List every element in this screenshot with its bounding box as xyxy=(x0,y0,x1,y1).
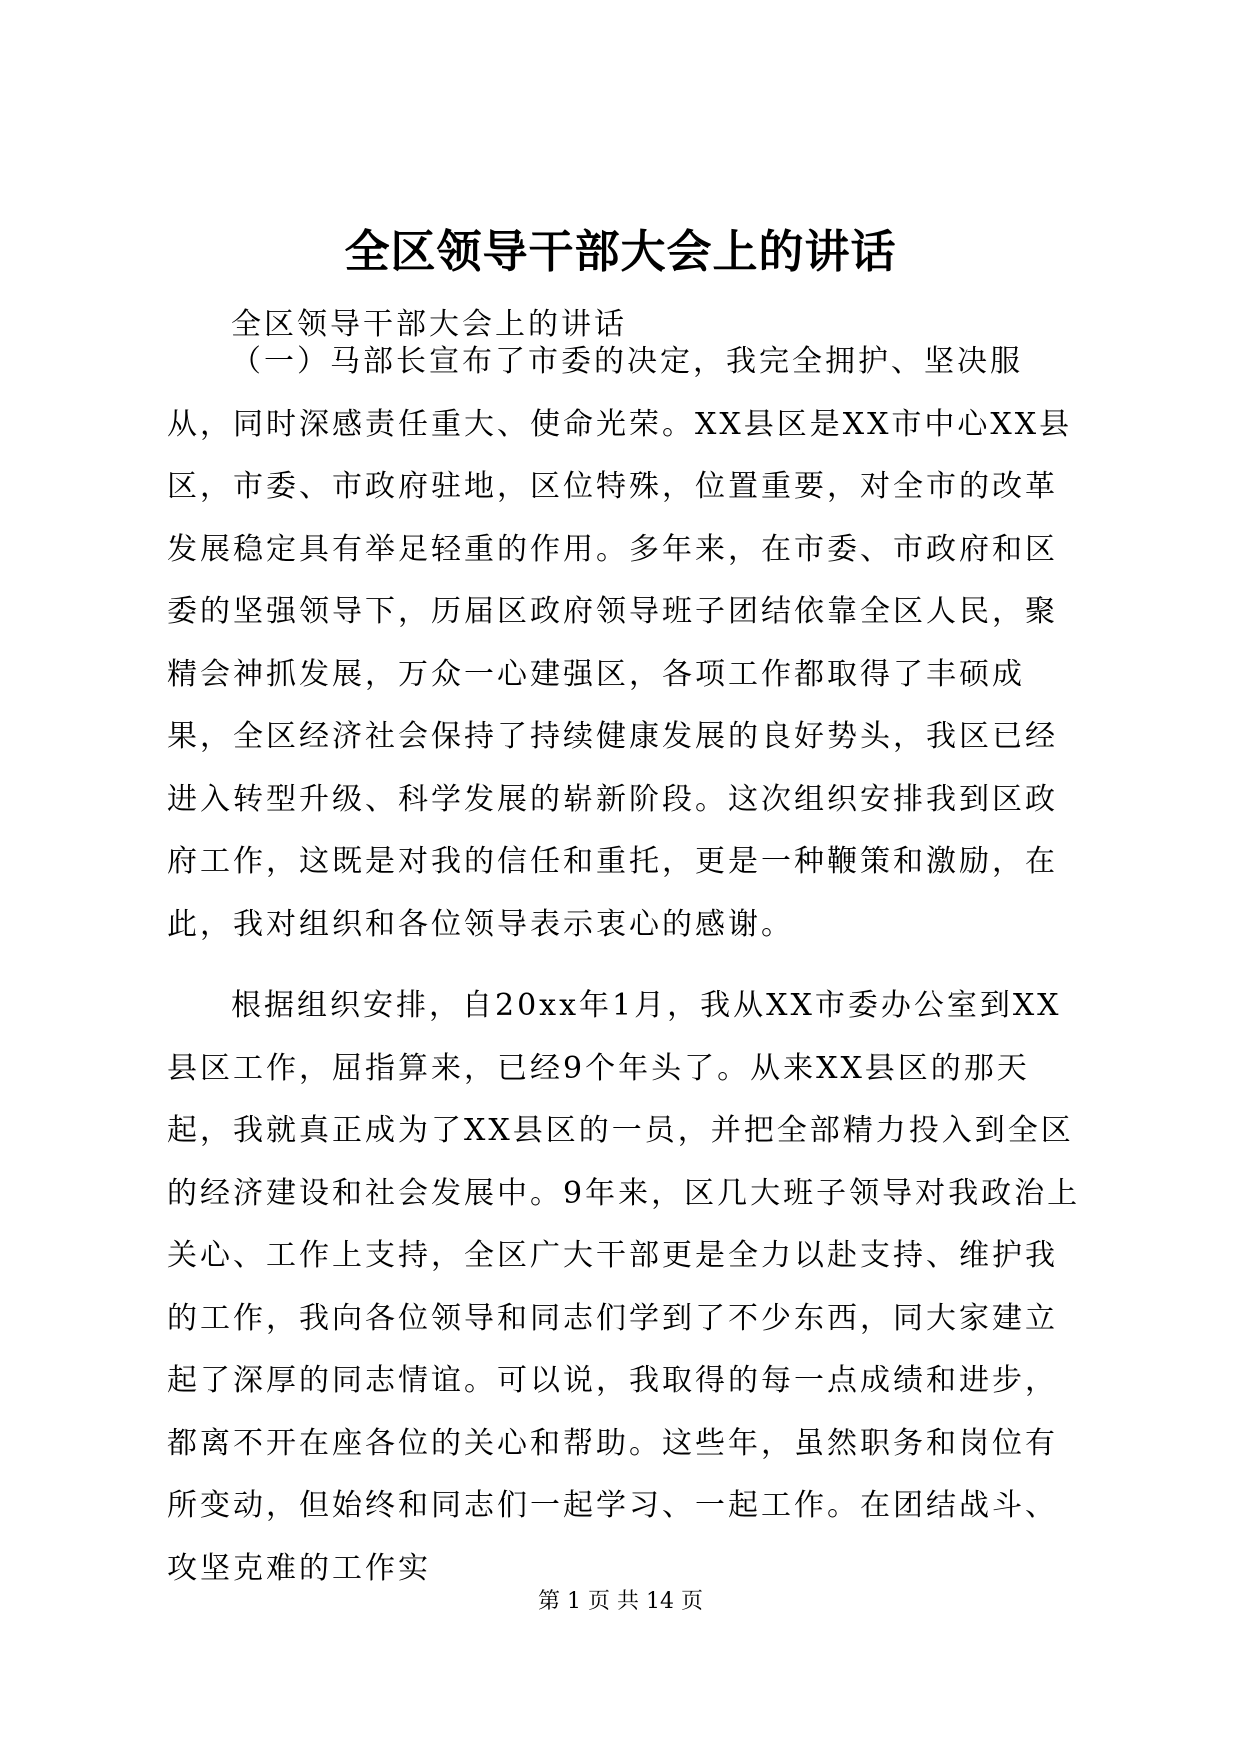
page-number: 第 1 页 共 14 页 xyxy=(538,1589,703,1614)
paragraph-2: 根据组织安排，自20xx年1月，我从XX市委办公室到XX县区工作，屈指算来，已经9个年头了。从来XX县区的那天起，我就真正成为了XX县区的一员，并把全部精力投入到全区的经济建设和社会发展中。9年来，区几大班子领导对我政治上关心、工作上支持，全区广大干部更是全力以赴支持、维护我的工作，我向各位领导和同志们学到了不少东西，同大家建立起了深厚的同志情谊。可以说，我取得的每一点成绩和进步，都离不开在座各位的关心和帮助。这些年，虽然职务和岗位有所变动，但始终和同志们一起学习、一起工作。在团结战斗、攻坚克难的工作实 xyxy=(167,988,1081,1586)
document-subtitle: 全区领导干部大会上的讲话 xyxy=(231,307,627,342)
document-title: 全区领导干部大会上的讲话 xyxy=(344,225,897,278)
paragraph-1: （一）马部长宣布了市委的决定，我完全拥护、坚决服从，同时深感责任重大、使命光荣。XX县区是XX市中心XX县区，市委、市政府驻地，区位特殊，位置重要，对全市的改革发展稳定具有举足轻重的作用。多年来，在市委、市政府和区委的坚强领导下，历届区政府领导班子团结依靠全区人民，聚精会神抓发展，万众一心建强区，各项工作都取得了丰硕成果，全区经济社会保持了持续健康发展的良好势头，我区已经进入转型升级、科学发展的崭新阶段。这次组织安排我到区政府工作，这既是对我的信任和重托，更是一种鞭策和激励，在此，我对组织和各位领导表示衷心的感谢。 xyxy=(167,344,1073,942)
